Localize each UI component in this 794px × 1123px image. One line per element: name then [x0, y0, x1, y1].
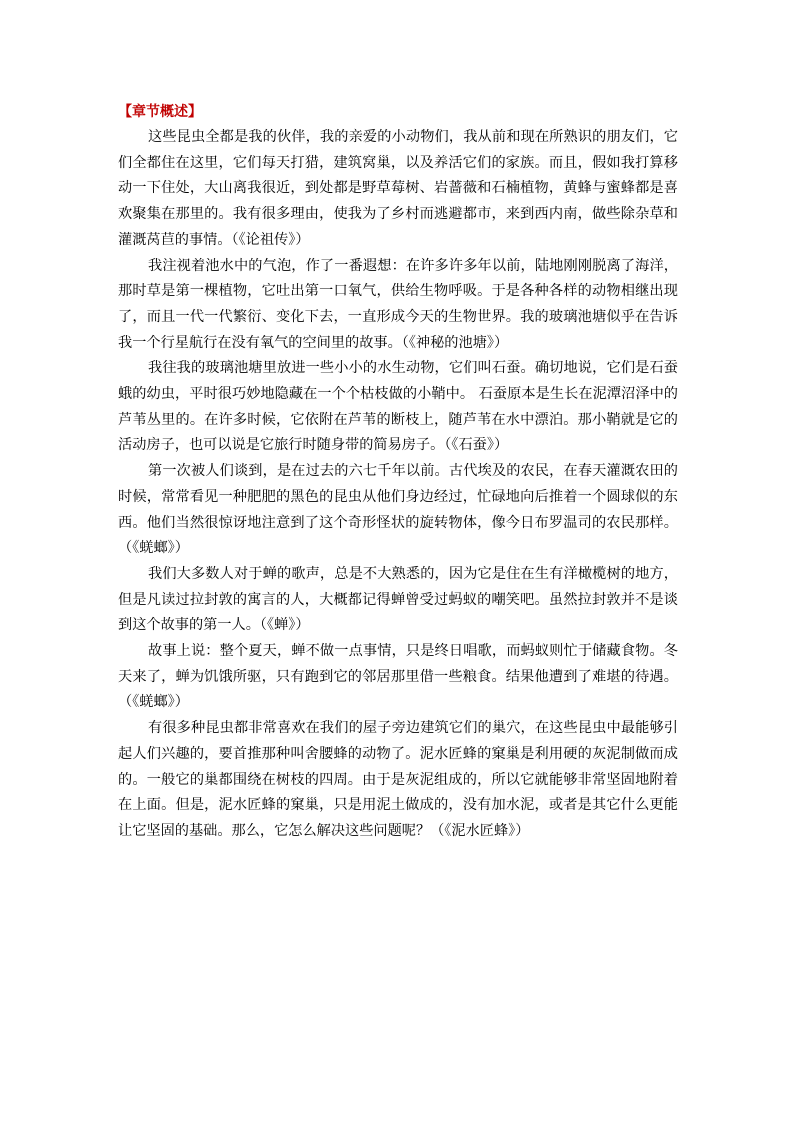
paragraph-cicada: 我们大多数人对于蝉的歌声，总是不大熟悉的，因为它是住在生有洋橄榄树的地方，但是凡读过拉封敦的寓言的人，大概都记得蝉曾受过蚂蚁的嘲笑吧。虽然拉封敦并不是谈到这个故事的第一人。（《蝉》）	[118, 565, 678, 634]
section-title: 【章节概述】	[118, 104, 202, 120]
paragraph-fable: 故事上说：整个夏天，蝉不做一点事情，只是终日唱歌，而蚂蚁则忙于储藏食物。冬天来了，蝉为饥饿所驱，只有跑到它的邻居那里借一些粮食。结果他遭到了难堪的待遇。（《蜣螂》）	[118, 643, 678, 711]
paragraph-caddis: 我往我的玻璃池塘里放进一些小小的水生动物，它们叫石蚕。确切地说，它们是石蚕蛾的幼虫，平时很巧妙地隐藏在一个个枯枝做的小鞘中。 石蚕原本是生长在泥潭沼泽中的芦苇丛里的。在许多时候，它依附在芦苇的断枝上，随芦苇在水中漂泊。那小鞘就是它的活动房子，也可以说是它旅行时随身带的简易房子。（《石蚕》）	[118, 360, 678, 454]
paragraph-pond: 我注视着池水中的气泡，作了一番遐想：在许多许多年以前，陆地刚刚脱离了海洋，那时草是第一棵植物，它吐出第一口氧气，供给生物呼吸。于是各种各样的动物相继出现了，而且一代一代繁衍、变化下去，一直形成今天的生物世界。我的玻璃池塘似乎在告诉我一个行星航行在没有氧气的空间里的故事。（《神秘的池塘》）	[118, 257, 678, 351]
paragraph-heritage: 这些昆虫全都是我的伙伴，我的亲爱的小动物们，我从前和现在所熟识的朋友们，它们全都住在这里，它们每天打猎，建筑窝巢，以及养活它们的家族。而且，假如我打算移动一下住处，大山离我很近，到处都是野草莓树、岩蔷薇和石楠植物，黄蜂与蜜蜂都是喜欢聚集在那里的。我有很多理由，使我为了乡村而逃避都市，来到西内南，做些除杂草和灌溉莴苣的事情。（《论祖传》）	[118, 129, 678, 248]
document-page	[118, 100, 678, 845]
paragraph-mason-wasp: 有很多种昆虫都非常喜欢在我们的屋子旁边建筑它们的巢穴，在这些昆虫中最能够引起人们兴趣的，要首推那种叫舍腰蜂的动物了。泥水匠蜂的窠巢是利用硬的灰泥制做而成的。一般它的巢都围绕在树枝的四周。由于是灰泥组成的，所以它就能够非常坚固地附着在上面。但是，泥水匠蜂的窠巢，只是用泥土做成的，没有加水泥，或者是其它什么更能让它坚固的基础。那么，它怎么解决这些问题呢？（《泥水匠蜂》）	[118, 720, 678, 839]
paragraph-scarab: 第一次被人们谈到，是在过去的六七千年以前。古代埃及的农民，在春天灌溉农田的时候，常常看见一种肥肥的黑色的昆虫从他们身边经过，忙碌地向后推着一个圆球似的东西。他们当然很惊讶地注意到了这个奇形怪状的旋转物体，像今日布罗温司的农民那样。（《蜣螂》）	[118, 463, 678, 557]
